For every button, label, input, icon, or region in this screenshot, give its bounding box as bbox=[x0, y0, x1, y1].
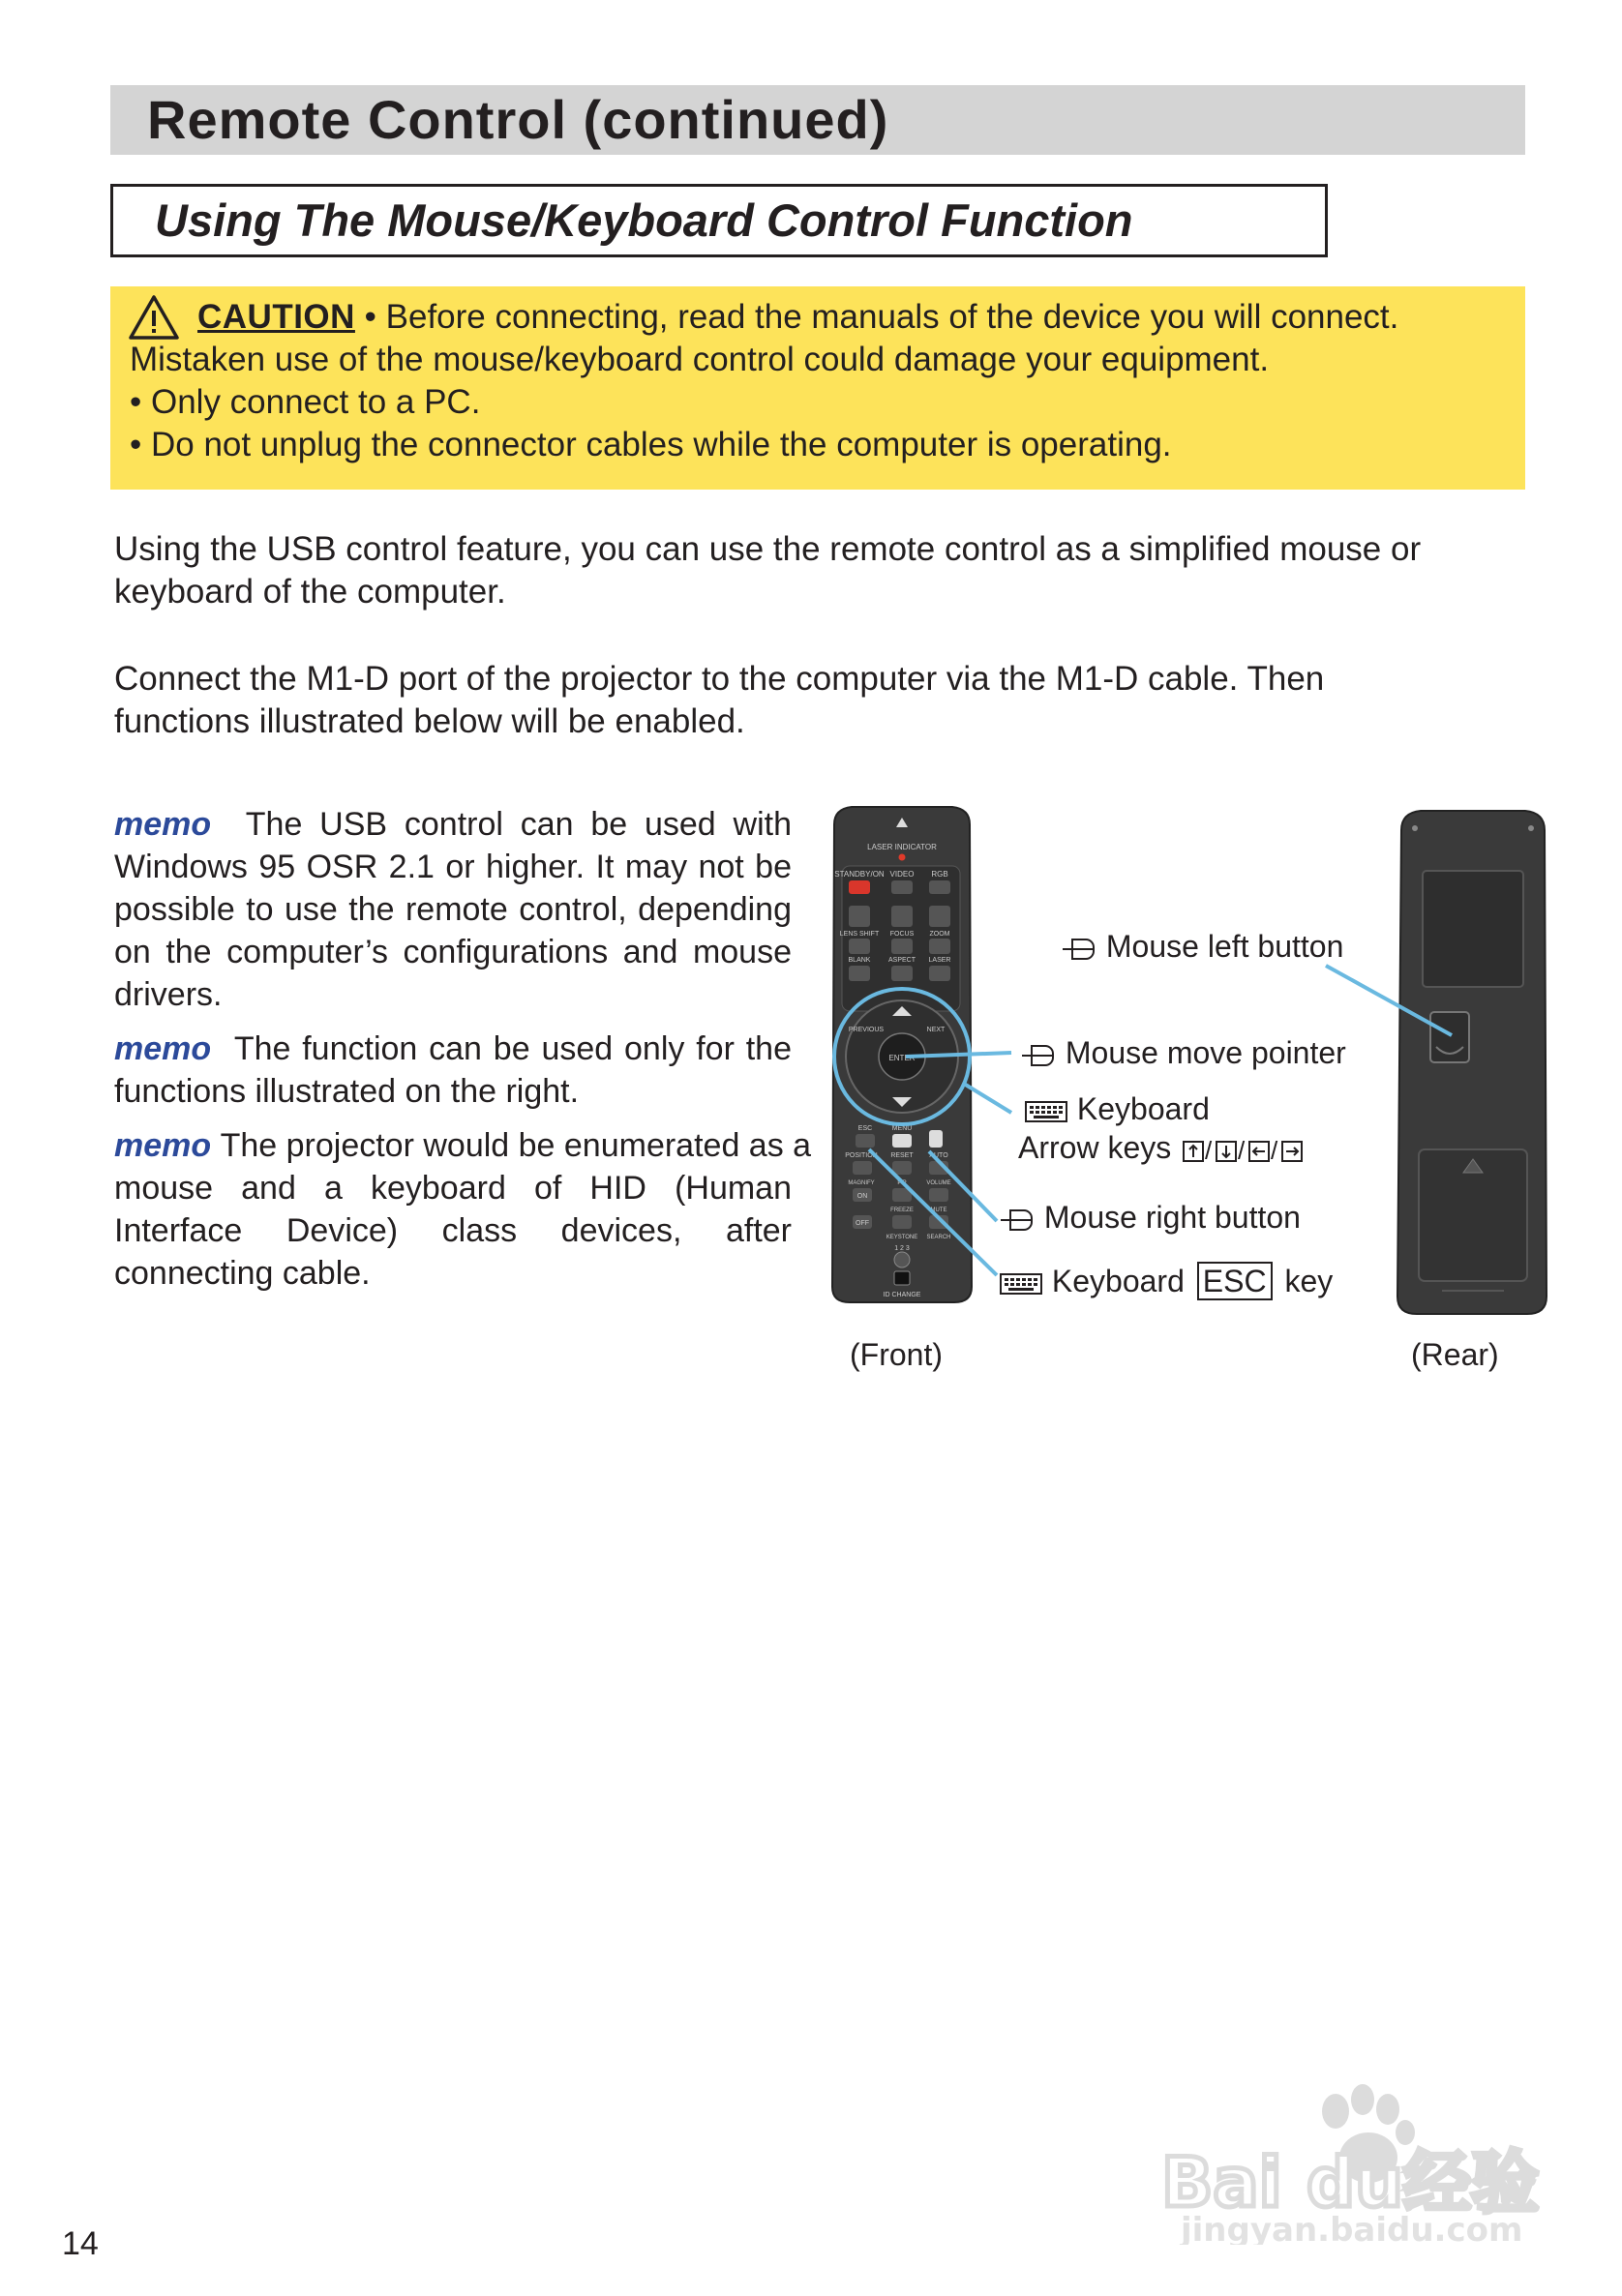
memo-2-line-1: memo The function can be used only for the bbox=[114, 1030, 792, 1067]
body-paragraph-1-line-2: keyboard of the computer. bbox=[114, 573, 506, 611]
page-title: Remote Control (continued) bbox=[147, 89, 889, 150]
baidu-paw-icon bbox=[1152, 2071, 1558, 2245]
svg-text:LASER: LASER bbox=[928, 957, 951, 964]
memo-2-line-2: functions illustrated on the right. bbox=[114, 1073, 580, 1110]
front-caption: (Front) bbox=[850, 1337, 943, 1372]
svg-text:jingyan.baidu.com: jingyan.baidu.com bbox=[1181, 2211, 1523, 2245]
page-number: 14 bbox=[62, 2225, 99, 2262]
memo-1-line-1: memo The USB control can be used with bbox=[114, 806, 792, 843]
svg-text:VIDEO: VIDEO bbox=[889, 870, 915, 879]
svg-text:FOCUS: FOCUS bbox=[889, 931, 915, 938]
svg-text:MAGNIFY: MAGNIFY bbox=[848, 1180, 875, 1186]
memo-3-line-4: connecting cable. bbox=[114, 1255, 371, 1292]
svg-text:OFF: OFF bbox=[856, 1220, 869, 1227]
svg-text:/: / bbox=[1238, 1135, 1246, 1165]
keyboard-icon bbox=[1024, 1098, 1068, 1125]
mouse-icon bbox=[997, 1207, 1036, 1234]
svg-text:FREEZE: FREEZE bbox=[890, 1208, 914, 1213]
svg-text:ESC: ESC bbox=[857, 1125, 873, 1132]
body-paragraph-1-line-1: Using the USB control feature, you can use the remote control as a simplified mouse or bbox=[114, 530, 1422, 568]
svg-text:NEXT: NEXT bbox=[926, 1027, 946, 1033]
keyboard-esc-label: Keyboard ESC key bbox=[999, 1262, 1333, 1300]
caution-text-3: • Only connect to a PC. bbox=[130, 383, 481, 421]
caution-text-1: • Before connecting, read the manuals of the device you will connect. bbox=[364, 298, 1399, 336]
caution-text-2: Mistaken use of the mouse/keyboard control could damage your equipment. bbox=[130, 341, 1270, 378]
memo-label: memo bbox=[114, 806, 212, 843]
rear-remote bbox=[1397, 811, 1547, 1314]
svg-text:STANDBY/ON: STANDBY/ON bbox=[834, 870, 885, 879]
caution-label: CAUTION bbox=[197, 298, 355, 336]
svg-text:ID CHANGE: ID CHANGE bbox=[883, 1292, 921, 1298]
memo-1-line-2: Windows 95 OSR 2.1 or higher. It may not be bbox=[114, 849, 792, 885]
mouse-icon bbox=[1059, 936, 1097, 963]
svg-text:MUTE: MUTE bbox=[930, 1208, 947, 1213]
svg-text:BLANK: BLANK bbox=[848, 957, 871, 964]
mouse-left-button-label: Mouse left button bbox=[1059, 927, 1343, 966]
svg-text:Bai: Bai bbox=[1161, 2143, 1282, 2222]
keyboard-icon bbox=[999, 1270, 1043, 1297]
memo-3-line-2: mouse and a keyboard of HID (Human bbox=[114, 1170, 792, 1207]
esc-key-box: ESC bbox=[1197, 1262, 1273, 1300]
memo-1-line-3: possible to use the remote control, depending bbox=[114, 891, 792, 928]
rear-caption: (Rear) bbox=[1411, 1337, 1499, 1372]
svg-text:AUTO: AUTO bbox=[929, 1152, 948, 1159]
watermark bbox=[1152, 2071, 1558, 2245]
svg-text:LASER INDICATOR: LASER INDICATOR bbox=[867, 843, 937, 851]
svg-text:/: / bbox=[1271, 1135, 1278, 1165]
svg-text:ASPECT: ASPECT bbox=[887, 957, 916, 964]
svg-text:PREVIOUS: PREVIOUS bbox=[848, 1027, 885, 1033]
memo-1-line-5: drivers. bbox=[114, 976, 223, 1013]
arrow-keys-label: Arrow keys / / / bbox=[1018, 1128, 1307, 1167]
svg-text:经验: 经验 bbox=[1403, 2143, 1539, 2222]
svg-text:ON: ON bbox=[856, 1193, 868, 1200]
caution-text-4: • Do not unplug the connector cables while the computer is operating. bbox=[130, 426, 1172, 463]
body-paragraph-2-line-2: functions illustrated below will be enabled. bbox=[114, 702, 745, 740]
memo-3-line-3: Interface Device) class devices, after bbox=[114, 1212, 792, 1249]
svg-text:POSITION: POSITION bbox=[845, 1152, 878, 1159]
svg-text:SEARCH: SEARCH bbox=[926, 1235, 951, 1240]
section-title: Using The Mouse/Keyboard Control Function bbox=[155, 194, 1133, 246]
mouse-icon bbox=[1018, 1042, 1057, 1069]
svg-text:KEYSTONE: KEYSTONE bbox=[886, 1235, 918, 1240]
svg-text:PiP: PiP bbox=[897, 1180, 907, 1186]
mouse-right-button-label: Mouse right button bbox=[997, 1198, 1301, 1237]
svg-text:LENS SHIFT: LENS SHIFT bbox=[839, 931, 880, 938]
svg-text:VOLUME: VOLUME bbox=[926, 1180, 951, 1186]
svg-text:RESET: RESET bbox=[890, 1152, 914, 1159]
svg-text:du: du bbox=[1307, 2143, 1403, 2222]
svg-text:/: / bbox=[1205, 1135, 1213, 1165]
mouse-move-pointer-label: Mouse move pointer bbox=[1018, 1033, 1346, 1072]
svg-text:RGB: RGB bbox=[931, 870, 948, 879]
svg-text:ZOOM: ZOOM bbox=[929, 931, 950, 938]
svg-text:MENU: MENU bbox=[891, 1125, 913, 1132]
memo-label: memo bbox=[114, 1127, 212, 1164]
svg-text:1 2 3: 1 2 3 bbox=[894, 1245, 910, 1252]
arrow-keys-icon bbox=[1180, 1136, 1307, 1165]
memo-3-line-1: memo The projector would be enumerated as a bbox=[114, 1127, 812, 1164]
memo-1-line-4: on the computer’s configurations and mouse bbox=[114, 934, 792, 970]
laser-indicator-icon bbox=[899, 854, 906, 861]
standby-button bbox=[849, 880, 870, 894]
mouse-left-trigger bbox=[1430, 1012, 1469, 1062]
memo-label: memo bbox=[114, 1030, 212, 1067]
svg-text:ENTER: ENTER bbox=[888, 1054, 916, 1062]
body-paragraph-2-line-1: Connect the M1-D port of the projector to the computer via the M1-D cable. Then bbox=[114, 660, 1325, 698]
keyboard-label: Keyboard bbox=[1024, 1089, 1210, 1128]
